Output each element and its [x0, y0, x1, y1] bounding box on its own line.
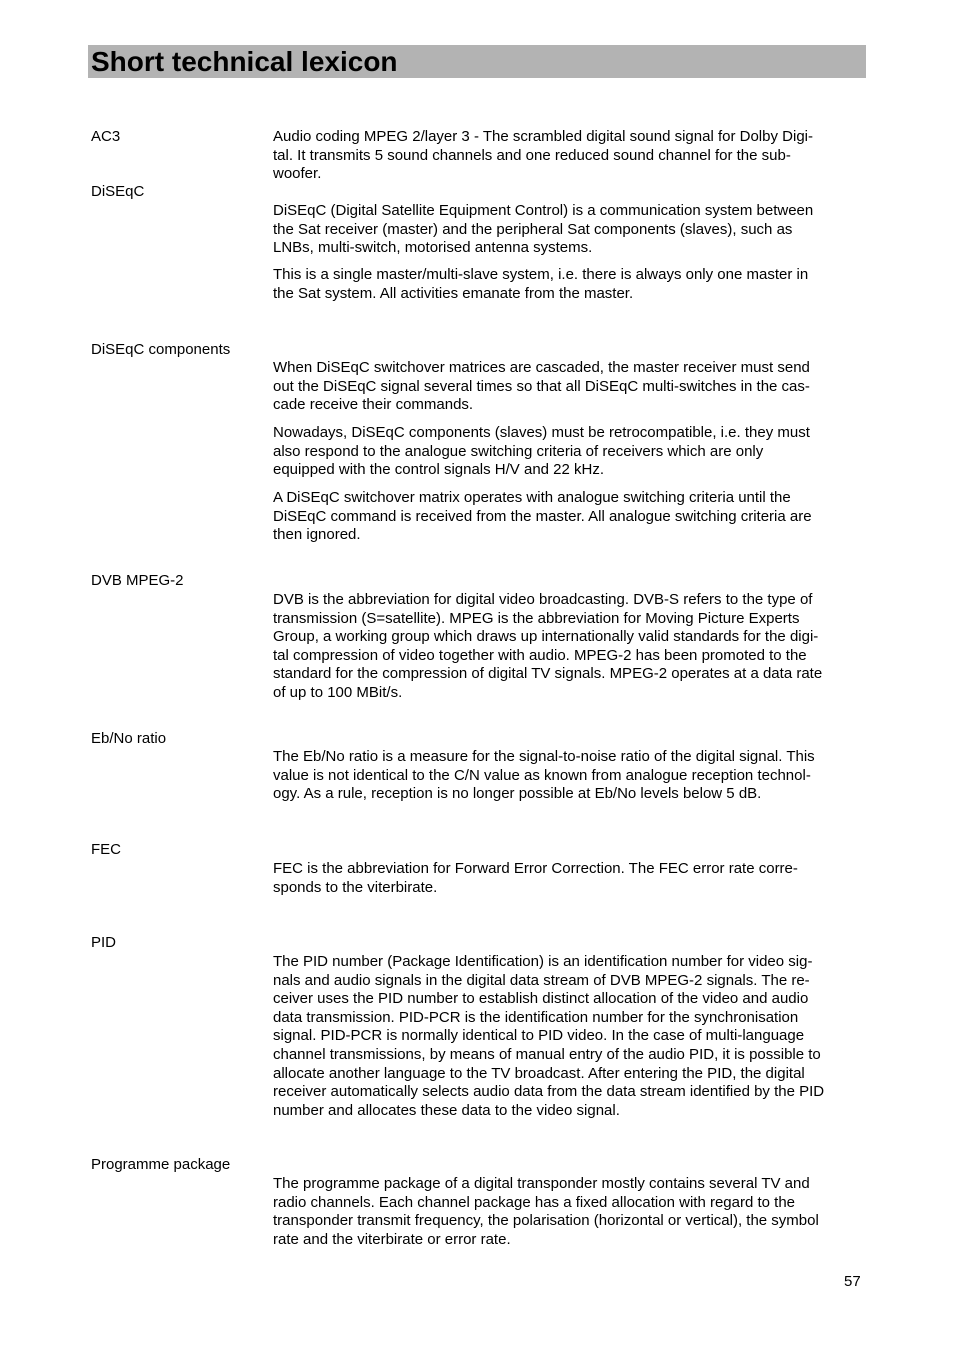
- text-line: value is not identical to the C/N value as known from analogue reception technol-: [273, 766, 811, 784]
- term-eb-no-ratio: Eb/No ratio: [91, 730, 167, 747]
- text-line: channel transmissions, by means of manual entry of the audio PID, it is possible to: [273, 1045, 821, 1063]
- text-line: out the DiSEqC signal several times so that all DiSEqC multi-switches in the cas-: [273, 377, 810, 395]
- text-line: radio channels. Each channel package has a fixed allocation with regard to the: [273, 1193, 796, 1211]
- term-dvb-mpeg-2: DVB MPEG-2: [91, 572, 184, 589]
- text-line: transponder transmit frequency, the polarisation (horizontal or vertical), the symbol: [273, 1212, 819, 1230]
- text-line: rate and the viterbirate or error rate.: [273, 1230, 511, 1248]
- text-line: sponds to the viterbirate.: [273, 878, 438, 896]
- text-line: then ignored.: [273, 526, 361, 544]
- text-line: standard for the compression of digital TV signals. MPEG-2 operates at a data rate: [273, 665, 823, 683]
- term-ac3: AC3: [91, 128, 121, 145]
- text-line: number and allocates these data to the video signal.: [273, 1101, 620, 1119]
- text-line: A DiSEqC switchover matrix operates with analogue switching criteria until the: [273, 489, 791, 506]
- text-line: DiSEqC command is received from the master. All analogue switching criteria are: [273, 507, 812, 525]
- term-programme-package: Programme package: [91, 1156, 231, 1173]
- text-line: allocate another language to the TV broadcast. After entering the PID, the digital: [273, 1064, 805, 1082]
- text-line: nals and audio signals in the digital data stream of DVB MPEG-2 signals. The re-: [273, 971, 810, 989]
- text-line: also respond to the analogue switching criteria of receivers which are only: [273, 442, 764, 460]
- text-line: DiSEqC (Digital Satellite Equipment Control) is a communication system between: [273, 202, 814, 219]
- definition-diseqc-components-paragraph: [273, 489, 865, 545]
- text-line: Group, a working group which draws up internationally valid standards for the digi-: [273, 628, 819, 646]
- text-line: cade receive their commands.: [273, 396, 474, 414]
- text-line: of up to 100 MBit/s.: [273, 683, 403, 701]
- text-line: DVB is the abbreviation for digital video broadcasting. DVB-S refers to the type of: [273, 591, 813, 608]
- term-fec: FEC: [91, 841, 121, 858]
- definition-dvb-mpeg-2-paragraph: [273, 591, 865, 703]
- text-line: receiver automatically selects audio data from the data stream identified by the PID: [273, 1083, 825, 1101]
- term-diseqc-components: DiSEqC components: [91, 341, 231, 358]
- page-title: Short technical lexicon: [91, 46, 398, 77]
- text-line: The programme package of a digital transponder mostly contains several TV and: [273, 1175, 810, 1192]
- definition-diseqc-components-paragraph: [273, 424, 865, 480]
- definition-pid-paragraph: [273, 953, 865, 1120]
- definition-eb-no-ratio-paragraph: [273, 748, 865, 804]
- text-line: The Eb/No ratio is a measure for the signal-to-noise ratio of the digital signal. This: [273, 748, 815, 765]
- text-line: LNBs, multi-switch, motorised antenna systems.: [273, 239, 593, 257]
- page-title-bar: [88, 45, 866, 78]
- text-line: the Sat system. All activities emanate from the master.: [273, 284, 634, 302]
- text-line: woofer.: [273, 165, 322, 183]
- text-line: ogy. As a rule, reception is no longer possible at Eb/No levels below 5 dB.: [273, 785, 762, 803]
- page-number: 57: [844, 1273, 861, 1290]
- definition-fec-paragraph: [273, 860, 865, 897]
- text-line: ceiver uses the PID number to establish distinct allocation of the video and audio: [273, 990, 809, 1008]
- text-line: Audio coding MPEG 2/layer 3 - The scrambled digital sound signal for Dolby Digi-: [273, 128, 813, 145]
- text-line: transmission (S=satellite). MPEG is the abbreviation for Moving Picture Experts: [273, 609, 800, 627]
- text-line: FEC is the abbreviation for Forward Error Correction. The FEC error rate corre-: [273, 860, 798, 877]
- text-line: tal. It transmits 5 sound channels and one reduced sound channel for the sub-: [273, 146, 791, 164]
- text-line: tal compression of video together with audio. MPEG-2 has been promoted to the: [273, 646, 807, 664]
- text-line: Nowadays, DiSEqC components (slaves) must be retrocompatible, i.e. they must: [273, 424, 810, 441]
- definition-diseqc-paragraph: [273, 266, 865, 303]
- text-line: signal. PID-PCR is normally identical to PID video. In the case of multi-language: [273, 1027, 805, 1045]
- text-line: the Sat receiver (master) and the peripheral Sat components (slaves), such as: [273, 220, 793, 238]
- text-line: equipped with the control signals H/V and 22 kHz.: [273, 461, 605, 479]
- definition-ac3-paragraph: [273, 128, 865, 184]
- text-line: This is a single master/multi-slave system, i.e. there is always only one master in: [273, 266, 809, 283]
- term-pid: PID: [91, 934, 117, 951]
- term-diseqc: DiSEqC: [91, 183, 145, 200]
- text-line: data transmission. PID-PCR is the identification number for the synchronisation: [273, 1008, 799, 1026]
- text-line: When DiSEqC switchover matrices are cascaded, the master receiver must send: [273, 359, 810, 376]
- definition-diseqc-paragraph: [273, 202, 865, 258]
- text-line: The PID number (Package Identification) is an identification number for video sig-: [273, 953, 813, 970]
- definition-diseqc-components-paragraph: [273, 359, 865, 415]
- definition-programme-package-paragraph: [273, 1175, 865, 1249]
